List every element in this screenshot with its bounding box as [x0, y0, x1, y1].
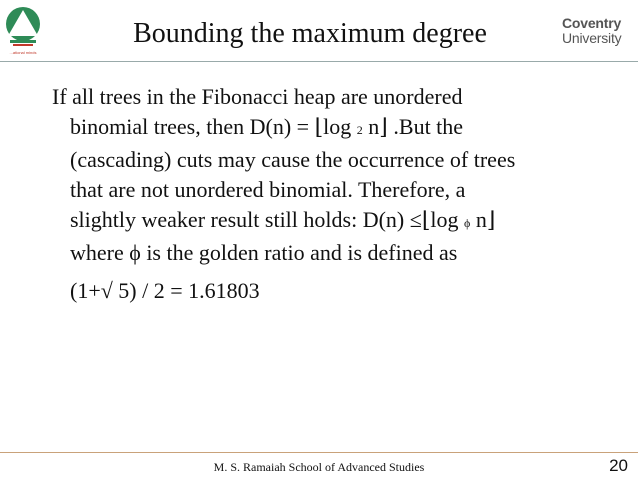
log-base-phi: ϕ: [464, 216, 471, 230]
log-arg-n-phi: n: [470, 207, 487, 232]
body-line-4: that are not unordered binomial. Therefore, a: [70, 177, 466, 202]
logo-word-coventry: Coventry: [562, 15, 622, 31]
floor-right-bracket: ⌋: [379, 114, 388, 139]
body-line-2-text: binomial trees, then D(n) =: [70, 114, 315, 139]
log-arg-n: n: [362, 114, 380, 139]
body-line-2-tail: .But the: [387, 114, 464, 139]
log-text-phi: log: [430, 207, 465, 232]
logo-emblem-icon: [4, 4, 42, 50]
log-text: log: [323, 114, 357, 139]
slide-body: [52, 82, 612, 306]
body-line-6: where ϕ is the golden ratio and is defined as: [70, 240, 458, 265]
body-line-2: [52, 112, 612, 145]
body-line-5-text: slightly weaker result still holds: D(n) ≤: [70, 207, 422, 232]
logo-word-university: University: [562, 30, 622, 46]
page-number: 20: [609, 456, 628, 475]
log-base-2: 2: [356, 123, 363, 137]
floor-left-bracket-phi: ⌊: [421, 207, 431, 232]
header-divider: [0, 61, 638, 62]
golden-ratio-formula: (1+√ 5) / 2 = 1.61803: [70, 278, 260, 303]
slide-title: Bounding the maximum degree: [133, 18, 487, 49]
footer-divider: [0, 452, 638, 453]
footer-institution: M. S. Ramaiah School of Advanced Studies: [213, 460, 425, 474]
body-line-5: [52, 205, 612, 238]
body-line-3: (cascading) cuts may cause the occurrence of trees: [70, 147, 516, 172]
logo-tagline: ...ational minds: [9, 50, 37, 55]
floor-left-bracket: ⌊: [314, 114, 324, 139]
institution-logo: [4, 4, 42, 56]
floor-right-bracket-phi: ⌋: [486, 207, 496, 232]
coventry-university-logo: [558, 14, 630, 50]
body-line-1: If all trees in the Fibonacci heap are unordered: [52, 84, 463, 109]
